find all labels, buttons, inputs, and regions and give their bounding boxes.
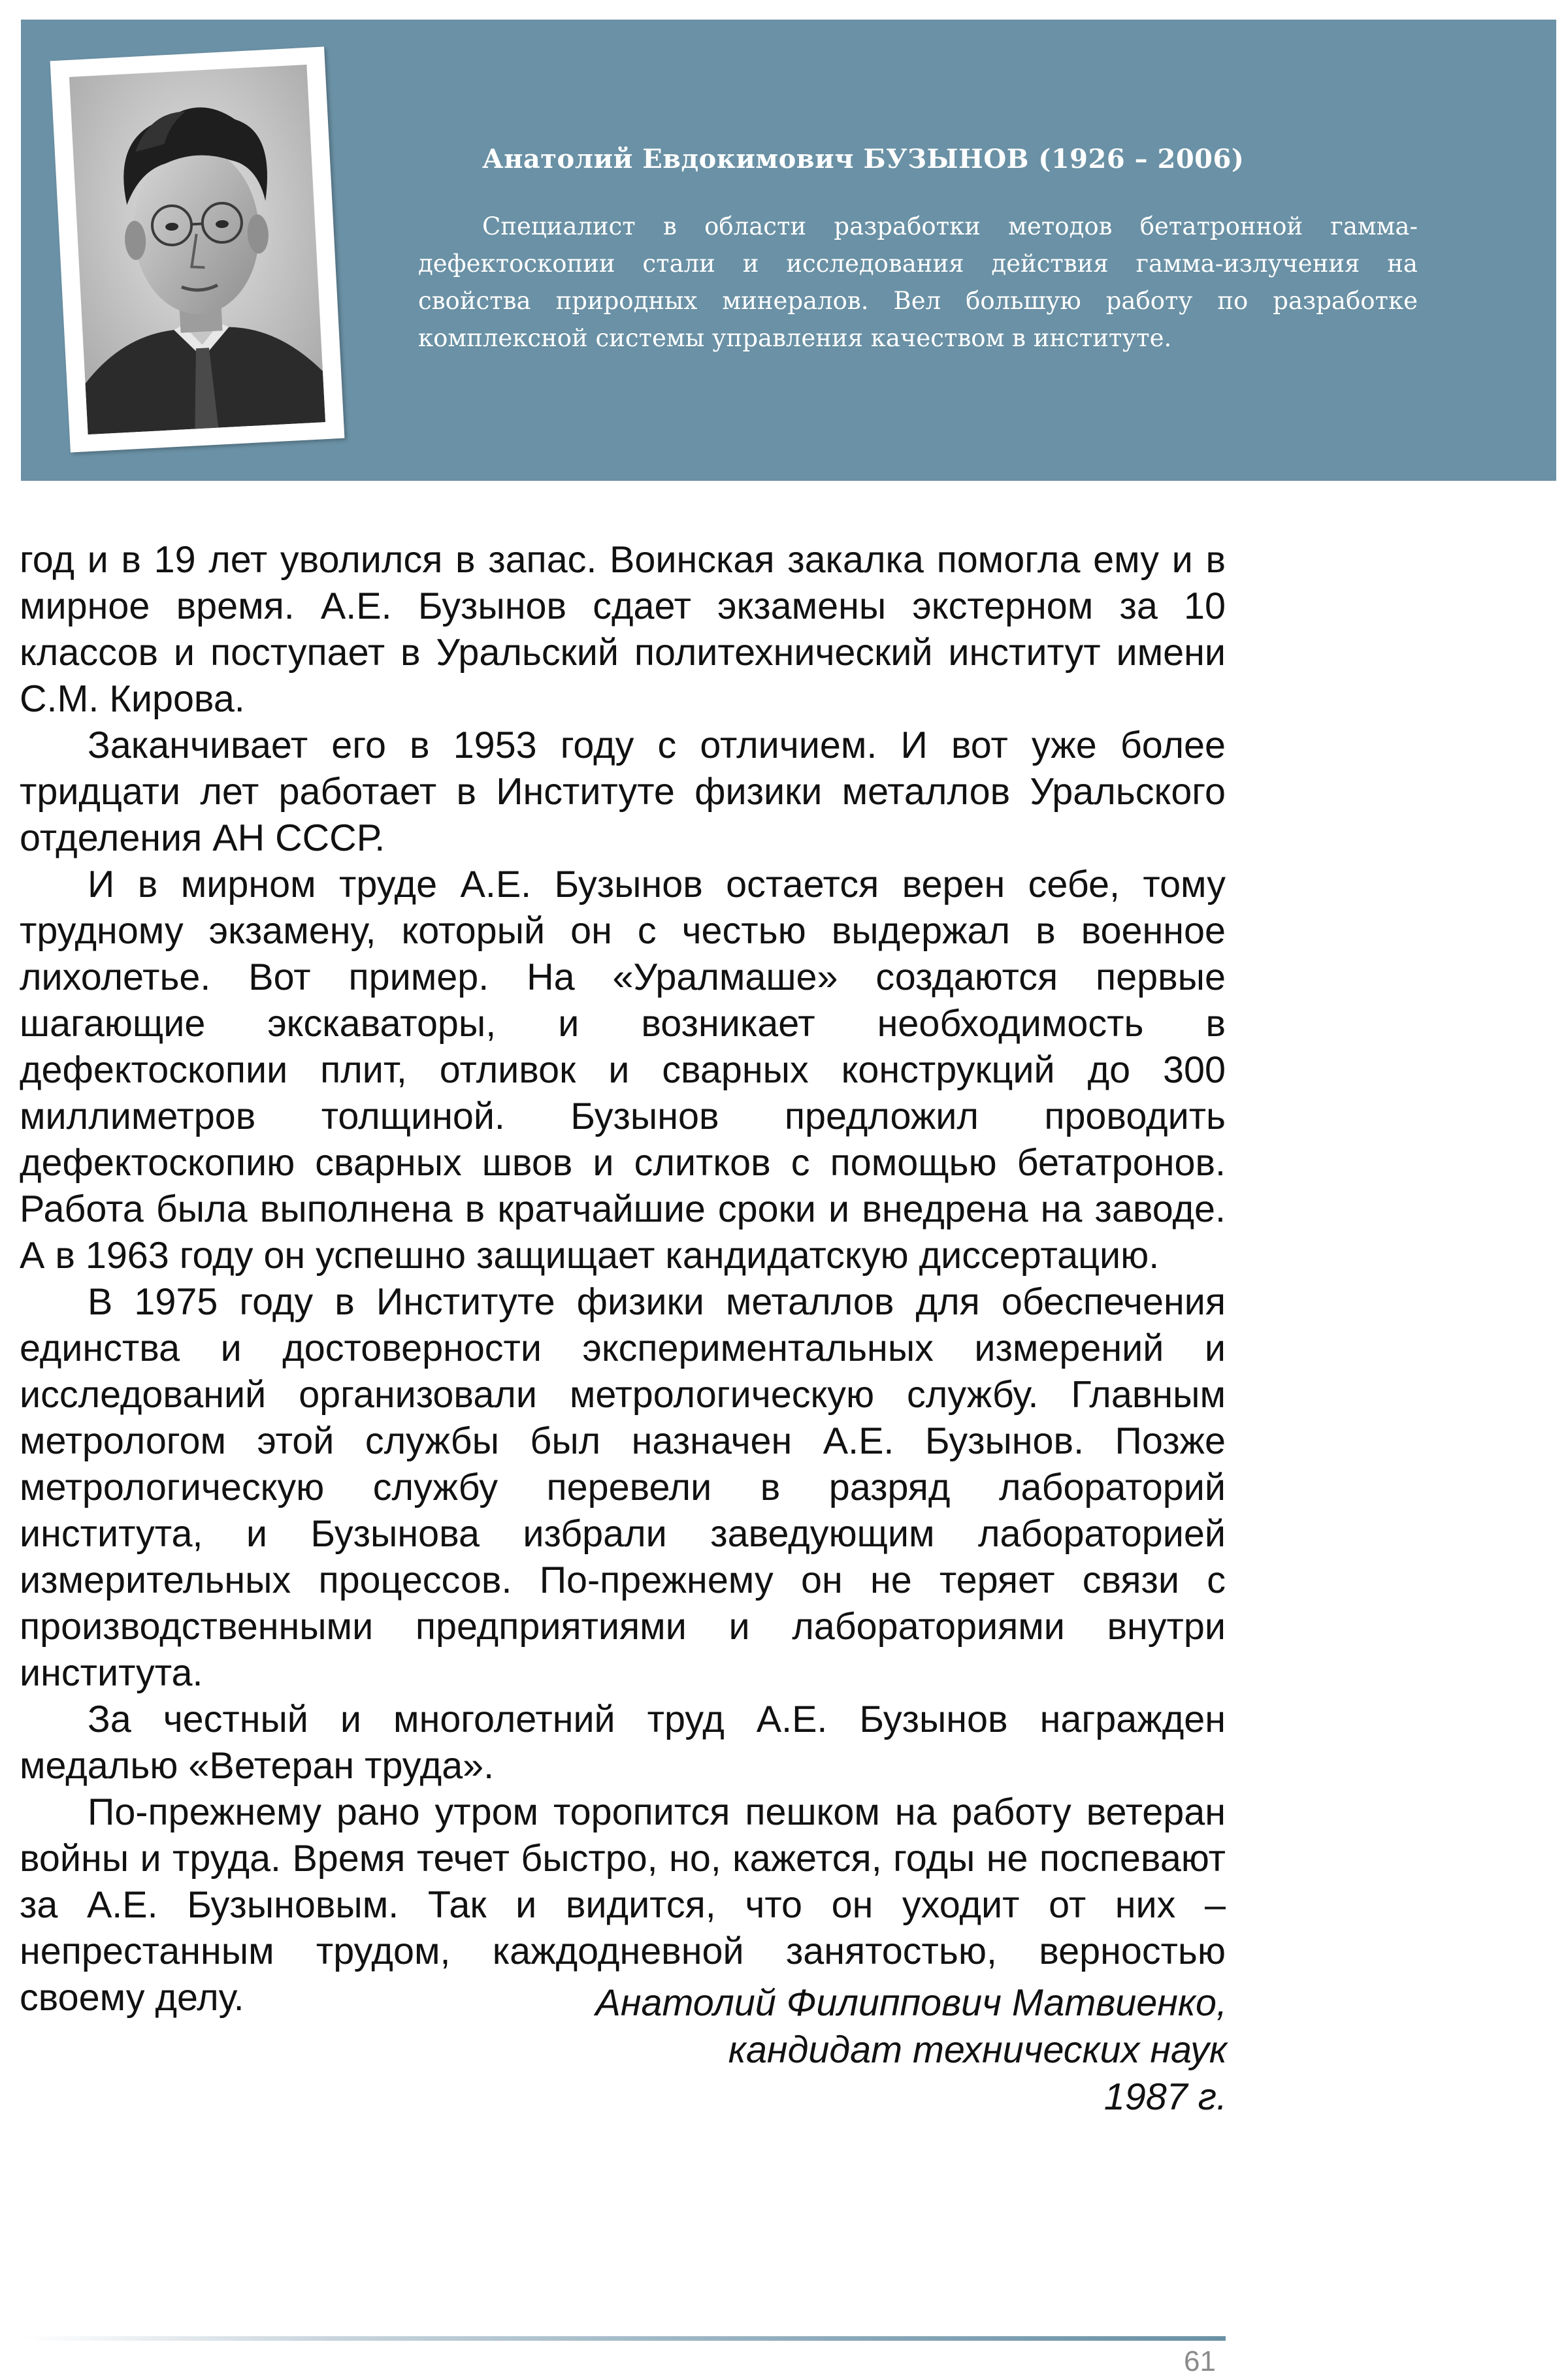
footer-rule [24,2336,1226,2341]
article-paragraph: Заканчивает его в 1953 году с отличием. И вот уже более тридцати лет работает в Институте физики металлов Уральского отделения АН СССР. [20,725,1226,859]
portrait-frame [50,46,345,452]
article-paragraph: По-прежнему рано утром торопится пешком на работу ветеран войны и труда. Время течет быстро, но, кажется, годы не поспевают за А.Е. Бузыновым. Так и видится, что он уходит от них – непрестанным трудом, каждодневной занятостью, верностью своему делу. [20,1791,1226,2019]
article-paragraph: За честный и многолетний труд А.Е. Бузынов награжден медалью «Ветеран труда». [20,1699,1226,1787]
article-paragraph: год и в 19 лет уволился в запас. Воинская закалка помогла ему и в мирное время. А.Е. Бузынов сдает экзамены экстерном за 10 классов и поступает в Уральский политехнический институт имени С.М. Кирова. [20,539,1226,720]
signature-degree: кандидат технических наук [728,2029,1227,2071]
signature-author: Анатолий Филиппович Матвиенко, [595,1982,1227,2024]
article-body [20,537,1226,2021]
article-paragraph: И в мирном труде А.Е. Бузынов остается верен себе, тому трудному экзамену, который он с честью выдержал в военное лихолетье. Вот пример. На «Уралмаше» создаются первые шагающие экскаваторы, и возникает необходимость в дефектоскопии плит, отливок и сварных конструкций до 300 миллиметров толщиной. Бузынов предложил проводить дефектоскопию сварных швов и слитков с помощью бетатронов. Работа была выполнена в кратчайшие сроки и внедрена на заводе. А в 1963 году он успешно защищает кандидатскую диссертацию. [20,864,1226,1277]
bio-title: Анатолий Евдокимович БУЗЫНОВ (1926 – 2006) [482,144,1245,174]
signature-year: 1987 г. [1103,2076,1227,2118]
bio-description: Специалист в области разработки методов бетатронной гамма-дефектоскопии стали и исследования действия гамма-излучения на свойства природных минералов. Вел большую работу по разработке комплексной системы управления качеством в институте. [418,212,1418,352]
article-paragraph: В 1975 году в Институте физики металлов для обеспечения единства и достоверности экспериментальных измерений и исследований организовали метрологическую службу. Главным метрологом этой службы был назначен А.Е. Бузынов. Позже метрологическую службу перевели в разряд лабораторий института, и Бузынова избрали заведующим лабораторией измерительных процессов. По-прежнему он не теряет связи с производственными предприятиями и лабораториями внутри института. [20,1281,1226,1694]
portrait-image [69,65,325,434]
signature-block [595,1979,1227,2121]
page-number: 61 [1184,2345,1216,2377]
portrait-photo [69,65,325,434]
